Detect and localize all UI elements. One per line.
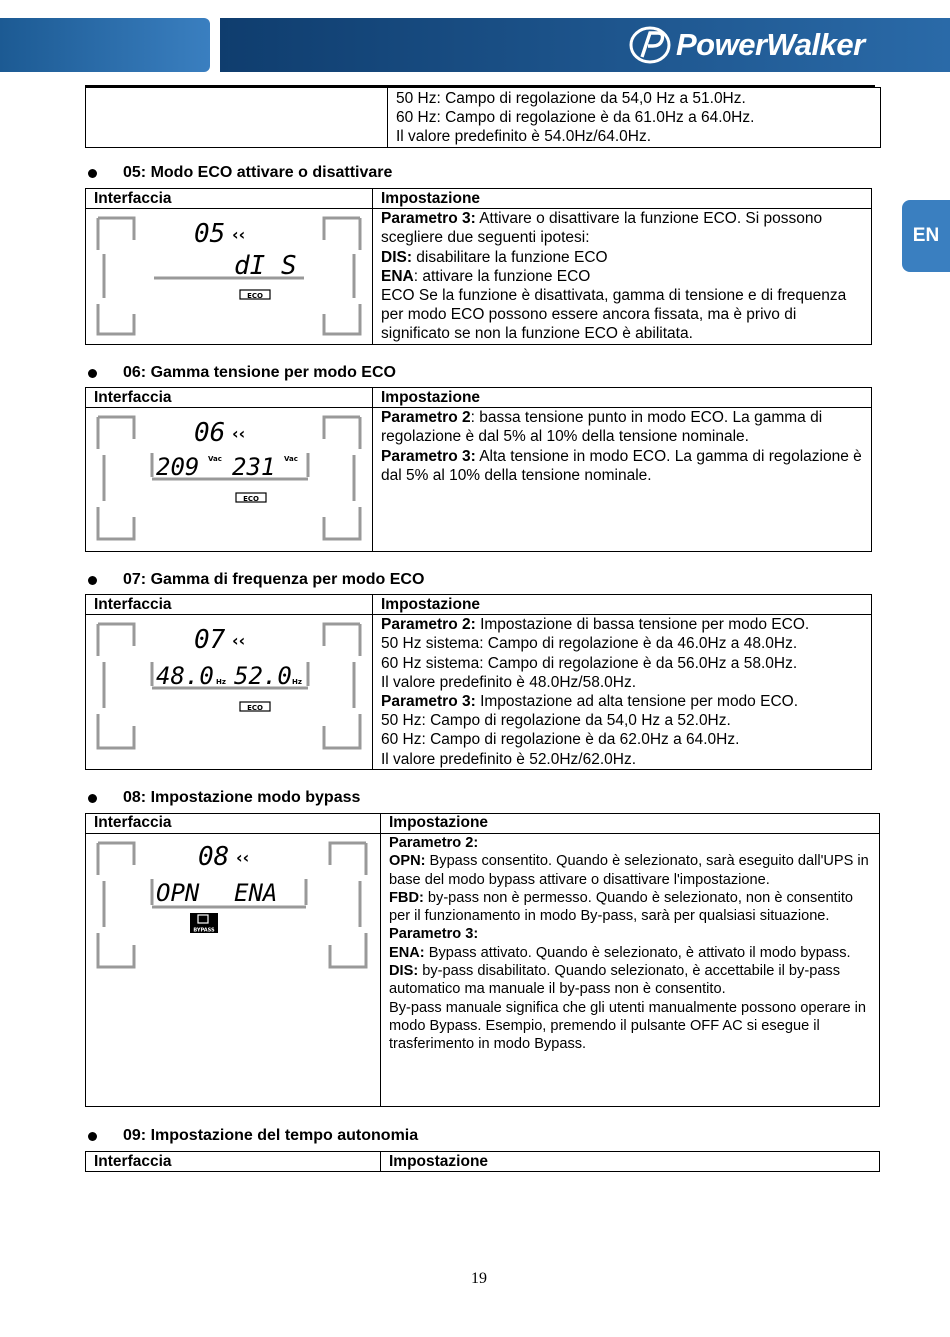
lcd-unit: Hz [216,678,226,687]
lcd-badge: ECO [247,704,263,713]
lcd-cell [86,209,373,344]
lcd-badge: ECO [247,292,263,301]
page-number: 19 [471,1270,487,1287]
setting-cell [373,408,872,552]
section-08-table [85,813,880,1107]
brand-logo [628,22,865,68]
section-06-heading [88,364,396,382]
svg-text:‹‹: ‹‹ [232,424,246,444]
section-title: 07: Gamma di frequenza per modo ECO [123,571,425,588]
bullet-icon [88,576,97,585]
language-tab-en[interactable]: EN [902,200,950,272]
text: Alta tensione in modo ECO. La gamma di regolazione è dal 5% al 10% della tensione nominale. [381,447,862,484]
text-line: 50 Hz sistema: Campo di regolazione è da 46.0Hz a 48.0Hz. [381,635,798,653]
label: ENA [381,267,414,285]
table-continued [85,87,881,148]
page-header [0,0,950,80]
text-line: Il valore predefinito è 52.0Hz/62.0Hz. [381,750,637,768]
col-header-interfaccia: Interfaccia [86,814,381,834]
col-header-interfaccia: Interfaccia [86,1152,381,1172]
label: ENA: [389,944,425,961]
opn-option [389,852,871,889]
label: Parametro 3: [381,210,476,228]
section-title: 09: Impostazione del tempo autonomia [123,1127,419,1144]
lcd-low-value: 48.0 [156,662,214,691]
section-05-table [85,188,872,345]
brand-name: PowerWalker [676,27,865,62]
bullet-icon [88,169,97,178]
text-line: Il valore predefinito è 48.0Hz/58.0Hz. [381,673,637,691]
label: Parametro 2 [381,409,471,427]
text: Impostazione di bassa tensione per modo ECO. [475,616,810,634]
ena-option [389,944,871,962]
lcd-badge: BYPASS [193,927,215,934]
text: : bassa tensione punto in modo ECO. La gamma di regolazione è dal 5% al 10% della tensione nominale. [381,409,823,446]
table-cell-empty [86,88,388,148]
lcd-param-number: 06 [194,418,226,449]
lcd-display-06 [94,409,364,547]
table-cell-setting [388,88,881,148]
section-09-heading [88,1127,418,1145]
label: DIS: [381,248,412,266]
col-header-impostazione: Impostazione [381,814,880,834]
param-2-label: Parametro 2: [389,835,479,851]
lcd-param-number: 07 [194,625,226,656]
text-line: 50 Hz: Campo di regolazione da 54,0 Hz a 51.0Hz. [396,90,746,107]
col-header-interfaccia: Interfaccia [86,595,373,615]
setting-cell [373,209,872,344]
lcd-cell [86,615,373,770]
powerwalker-logo-icon [628,25,672,65]
text-line: Il valore predefinito è 54.0Hz/64.0Hz. [396,128,652,146]
lcd-param-number: 08 [198,842,230,872]
param-2-text [381,615,863,634]
note-text: ECO Se la funzione è disattivata, gamma di tensione e di frequenza per modo ECO possono essere ancora fissata, ma è privo di significato se non la funzione ECO è abilitata. [381,287,847,343]
col-header-interfaccia: Interfaccia [86,189,373,209]
lcd-cell [86,408,373,552]
section-05-heading [88,164,392,182]
param-2-text [381,408,863,446]
bullet-icon [88,794,97,803]
label: Parametro 3: [381,447,476,465]
note-text: By-pass manuale significa che gli utenti manualmente possono operare in modo Bypass. Esempio, premendo il pulsante OFF AC si esegue il trasferimento in modo Bypass. [389,999,867,1053]
header-bar-left [0,18,210,72]
lcd-value-right: ENA [234,879,278,907]
lcd-unit: Vac [284,455,298,464]
text-line: 60 Hz: Campo di regolazione è da 62.0Hz a 64.0Hz. [381,731,740,749]
text: Bypass attivato. Quando è selezionato, è attivato il modo bypass. [424,944,851,961]
text: Bypass consentito. Quando è selezionato, sarà eseguito dall'UPS in base del modo bypass attivare o disattivare l'impostazione. [389,853,869,888]
lcd-cell [86,834,381,1107]
svg-text:‹‹: ‹‹ [236,848,250,867]
lcd-param-number: 05 [194,219,226,250]
param-3-text [381,447,863,485]
bullet-icon [88,1132,97,1141]
text-line: 50 Hz: Campo di regolazione da 54,0 Hz a 52.0Hz. [381,712,731,730]
lcd-display-08 [94,835,370,975]
col-header-impostazione: Impostazione [373,595,872,615]
param-3-label: Parametro 3: [389,926,479,943]
text: by-pass non è permesso. Quando è selezionato, non è consentito per il funzionamento in modo By-pass, sarà per qualsiasi situazione. [389,889,854,925]
setting-cell [381,834,880,1107]
lcd-value: dI S [234,251,297,282]
dis-option [389,962,871,999]
text: : attivare la funzione ECO [413,267,591,285]
label: OPN: [389,853,426,870]
lcd-high-value: 231 [232,453,276,482]
lcd-value-left: OPN [156,879,200,907]
text: Impostazione ad alta tensione per modo ECO. [475,693,799,711]
col-header-impostazione: Impostazione [381,1152,880,1172]
section-08-heading [88,789,360,807]
dis-option [381,248,863,267]
label: DIS: [389,963,419,980]
param-3-text [381,692,863,711]
svg-text:‹‹: ‹‹ [232,631,246,651]
section-06-table [85,387,872,552]
section-09-table [85,1151,880,1172]
text: by-pass disabilitato. Quando selezionato, è accettabile il by-pass automatico ma manuale il by-pass non è consentito. [389,963,841,998]
section-title: 06: Gamma tensione per modo ECO [123,364,396,381]
label: FBD: [389,889,424,906]
bullet-icon [88,369,97,378]
svg-text:‹‹: ‹‹ [232,225,246,245]
section-title: 08: Impostazione modo bypass [123,789,361,806]
lcd-display-05 [94,210,364,342]
param-3-text [381,209,863,247]
label: Parametro 3: [381,693,476,711]
col-header-impostazione: Impostazione [373,388,872,408]
label: Parametro 2: [381,616,476,634]
text-line: 60 Hz sistema: Campo di regolazione è da 56.0Hz a 58.0Hz. [381,654,798,672]
section-07-heading [88,571,424,589]
col-header-impostazione: Impostazione [373,189,872,209]
text-line: 60 Hz: Campo di regolazione è da 61.0Hz a 64.0Hz. [396,109,755,127]
section-title: 05: Modo ECO attivare o disattivare [123,164,393,181]
section-07-table [85,594,872,770]
lcd-high-value: 52.0 [234,662,292,691]
lcd-badge: ECO [243,495,259,504]
text: disabilitare la funzione ECO [412,248,608,266]
lcd-unit: Vac [208,455,222,464]
text: Attivare o disattivare la funzione ECO. Si possono scegliere due seguenti ipotesi: [381,210,823,247]
setting-cell [373,615,872,770]
col-header-interfaccia: Interfaccia [86,388,373,408]
lcd-low-value: 209 [156,453,200,482]
ena-option [381,267,863,286]
fbd-option [389,889,871,926]
lcd-display-07 [94,616,364,756]
lcd-unit: Hz [292,678,302,687]
